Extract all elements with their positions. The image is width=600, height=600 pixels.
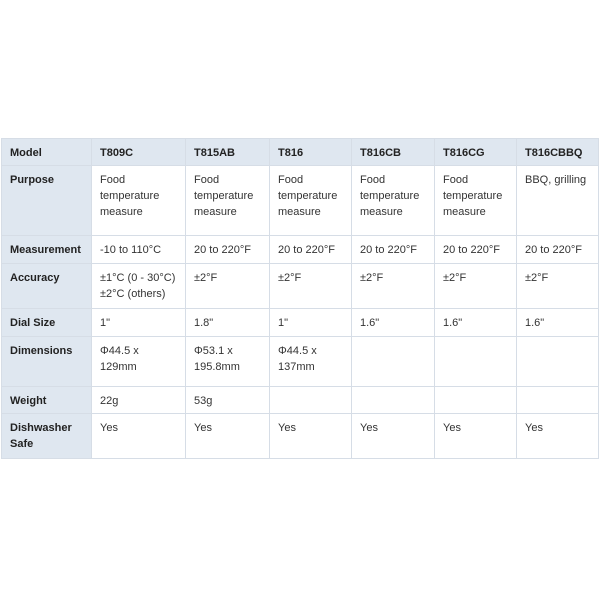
table-cell: Yes: [352, 414, 435, 459]
table-cell: ±2°F: [270, 264, 352, 309]
table-cell: Φ44.5 x 129mm: [92, 337, 186, 387]
table-cell: 20 to 220°F: [186, 236, 270, 264]
table-cell: ±2°F: [435, 264, 517, 309]
header-t816cb: T816CB: [352, 139, 435, 166]
table-cell: Yes: [186, 414, 270, 459]
table-row-weight: [2, 387, 599, 414]
table-cell: ±1°C (0 - 30°C) ±2°C (others): [92, 264, 186, 309]
table-cell: Φ53.1 x 195.8mm: [186, 337, 270, 387]
row-label-accuracy: Accuracy: [2, 264, 92, 309]
table-cell: 1.6": [517, 309, 599, 337]
table-cell: Yes: [517, 414, 599, 459]
table-cell: Food temperature measure: [270, 166, 352, 236]
spec-comparison-table: [1, 138, 599, 459]
table-row-measurement: [2, 236, 599, 264]
table-cell: 20 to 220°F: [517, 236, 599, 264]
header-t809c: T809C: [92, 139, 186, 166]
table-cell: [352, 387, 435, 414]
table-cell: 20 to 220°F: [270, 236, 352, 264]
table-cell: 1": [270, 309, 352, 337]
table-cell: BBQ, grilling: [517, 166, 599, 236]
table-cell: 22g: [92, 387, 186, 414]
table-cell: 1.6": [435, 309, 517, 337]
table-cell: 20 to 220°F: [435, 236, 517, 264]
row-label-purpose: Purpose: [2, 166, 92, 236]
table-cell: -10 to 110°C: [92, 236, 186, 264]
table-cell: 20 to 220°F: [352, 236, 435, 264]
header-t815ab: T815AB: [186, 139, 270, 166]
header-t816cg: T816CG: [435, 139, 517, 166]
header-row: [2, 139, 599, 166]
table-cell: 53g: [186, 387, 270, 414]
table-row-dial-size: [2, 309, 599, 337]
table-cell: Food temperature measure: [352, 166, 435, 236]
table-cell: Food temperature measure: [435, 166, 517, 236]
table-cell: 1.6": [352, 309, 435, 337]
table-cell: Φ44.5 x 137mm: [270, 337, 352, 387]
row-label-dimensions: Dimensions: [2, 337, 92, 387]
table-cell: Yes: [92, 414, 186, 459]
table-cell: ±2°F: [352, 264, 435, 309]
table-row-accuracy: [2, 264, 599, 309]
header-t816cbbq: T816CBBQ: [517, 139, 599, 166]
header-model: Model: [2, 139, 92, 166]
table-cell: [517, 387, 599, 414]
table-cell: [517, 337, 599, 387]
table-row-dishwasher-safe: [2, 414, 599, 459]
table-cell: Food temperature measure: [92, 166, 186, 236]
table-row-dimensions: [2, 337, 599, 387]
row-label-dishwasher-safe: Dishwasher Safe: [2, 414, 92, 459]
table-cell: ±2°F: [517, 264, 599, 309]
table-cell: 1.8": [186, 309, 270, 337]
table-cell: [270, 387, 352, 414]
row-label-measurement: Measurement: [2, 236, 92, 264]
header-t816: T816: [270, 139, 352, 166]
row-label-weight: Weight: [2, 387, 92, 414]
table-cell: Yes: [270, 414, 352, 459]
table-cell: [352, 337, 435, 387]
table-cell: 1": [92, 309, 186, 337]
table-cell: Yes: [435, 414, 517, 459]
table-cell: [435, 337, 517, 387]
table-row-purpose: [2, 166, 599, 236]
table-cell: ±2°F: [186, 264, 270, 309]
table-cell: Food temperature measure: [186, 166, 270, 236]
row-label-dial-size: Dial Size: [2, 309, 92, 337]
table-cell: [435, 387, 517, 414]
